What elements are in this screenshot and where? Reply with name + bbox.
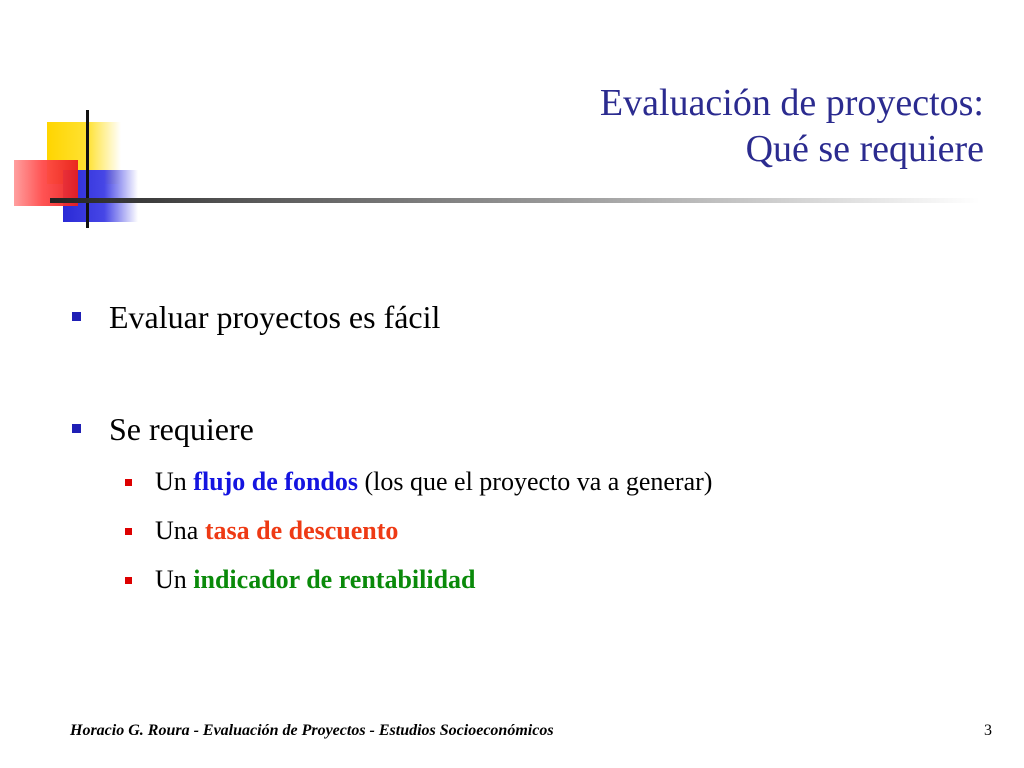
square-bullet-icon	[125, 577, 132, 584]
decorative-vertical-line	[86, 110, 89, 228]
sub-bullet-prefix: Una	[155, 516, 205, 545]
title-underline-rule	[50, 198, 980, 203]
square-bullet-icon	[72, 424, 81, 433]
highlight-flujo-de-fondos: flujo de fondos	[193, 467, 358, 496]
sub-bullet-prefix: Un	[155, 467, 194, 496]
bullet-text: Se requiere	[109, 411, 254, 447]
sub-bullet-text	[155, 466, 712, 498]
title-line-2: Qué se requiere	[745, 128, 984, 170]
page-number: 3	[984, 722, 992, 739]
sub-bullet-text	[155, 564, 476, 596]
slide-title	[600, 80, 984, 172]
square-bullet-icon	[125, 528, 132, 535]
sub-bullet-prefix: Un	[155, 565, 194, 594]
highlight-tasa-de-descuento: tasa de descuento	[204, 516, 399, 545]
highlight-indicador-de-rentabilidad: indicador de rentabilidad	[193, 565, 476, 594]
sub-bullet-suffix: (los que el proyecto va a generar)	[357, 467, 713, 496]
bullet-text: Evaluar proyectos es fácil	[109, 299, 441, 335]
square-bullet-icon	[72, 312, 81, 321]
square-bullet-icon	[125, 479, 132, 486]
title-line-1: Evaluación de proyectos:	[599, 82, 984, 124]
slide-footer: Horacio G. Roura - Evaluación de Proyectos - Estudios Socioeconómicos	[70, 722, 554, 739]
sub-bullet-text	[155, 515, 398, 547]
